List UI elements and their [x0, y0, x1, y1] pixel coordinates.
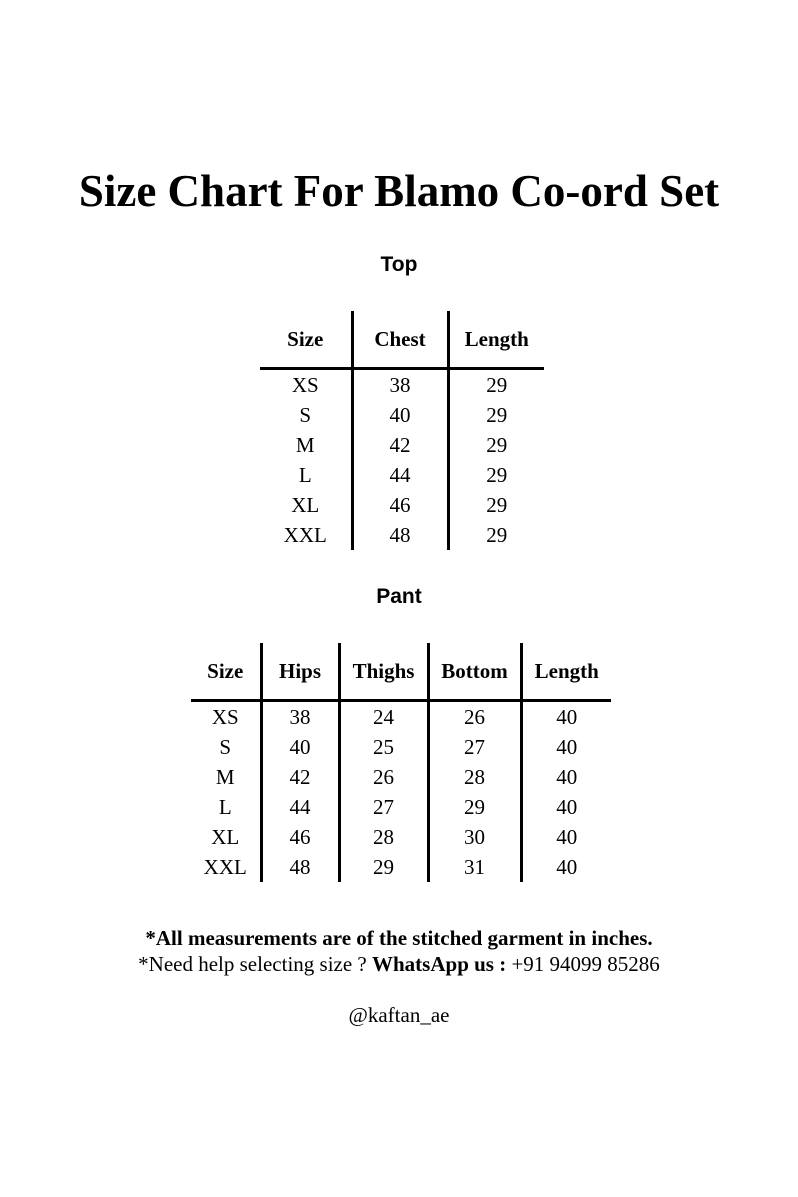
size-cell: XXL — [203, 855, 247, 879]
bottom-cell: 28 — [428, 762, 521, 792]
size-cell: M — [295, 433, 315, 457]
top-size-table — [260, 311, 544, 550]
size-cell: XL — [211, 825, 240, 849]
size-cell: L — [298, 463, 312, 487]
top-section-title: Top — [380, 253, 418, 276]
column-header-length: Length — [448, 311, 544, 369]
column-header-length: Length — [521, 643, 611, 701]
thighs-cell: 29 — [339, 852, 428, 882]
length-cell: 40 — [521, 732, 611, 762]
length-cell: 29 — [448, 460, 544, 490]
phone-number: +91 94099 85286 — [506, 952, 660, 976]
length-cell: 40 — [521, 822, 611, 852]
thighs-cell: 28 — [339, 822, 428, 852]
length-cell: 40 — [521, 701, 611, 733]
length-cell: 40 — [521, 792, 611, 822]
table-row — [260, 520, 544, 550]
table-row — [191, 762, 611, 792]
hips-cell: 38 — [261, 701, 339, 733]
size-cell: XXL — [283, 523, 327, 547]
chest-cell: 38 — [352, 369, 448, 401]
size-cell: XS — [211, 705, 239, 729]
thighs-cell: 26 — [339, 762, 428, 792]
size-cell: S — [299, 403, 312, 427]
hips-cell: 40 — [261, 732, 339, 762]
table-header-row — [260, 311, 544, 369]
hips-cell: 42 — [261, 762, 339, 792]
bottom-cell: 27 — [428, 732, 521, 762]
table-row — [260, 369, 544, 401]
size-cell: L — [218, 795, 232, 819]
column-header-hips: Hips — [261, 643, 339, 701]
social-handle: @kaftan_ae — [348, 1003, 450, 1027]
measurement-note: *All measurements are of the stitched garment in inches. — [145, 926, 653, 950]
size-cell: S — [219, 735, 232, 759]
length-cell: 40 — [521, 852, 611, 882]
size-cell: M — [215, 765, 235, 789]
table-header-row — [191, 643, 611, 701]
help-note — [0, 951, 798, 977]
column-header-size: Size — [260, 311, 352, 369]
thighs-cell: 27 — [339, 792, 428, 822]
length-cell: 40 — [521, 762, 611, 792]
column-header-thighs: Thighs — [339, 643, 428, 701]
table-row — [260, 490, 544, 520]
chest-cell: 48 — [352, 520, 448, 550]
bottom-cell: 26 — [428, 701, 521, 733]
chest-cell: 40 — [352, 400, 448, 430]
length-cell: 29 — [448, 430, 544, 460]
table-row — [191, 852, 611, 882]
bottom-cell: 30 — [428, 822, 521, 852]
column-header-chest: Chest — [352, 311, 448, 369]
table-row — [260, 460, 544, 490]
thighs-cell: 25 — [339, 732, 428, 762]
chest-cell: 44 — [352, 460, 448, 490]
column-header-bottom: Bottom — [428, 643, 521, 701]
size-cell: XS — [291, 373, 319, 397]
table-row — [191, 822, 611, 852]
help-prefix: *Need help selecting size ? — [138, 952, 372, 976]
pant-size-table — [191, 643, 611, 882]
column-header-size: Size — [191, 643, 261, 701]
chest-cell: 46 — [352, 490, 448, 520]
hips-cell: 48 — [261, 852, 339, 882]
bottom-cell: 31 — [428, 852, 521, 882]
bottom-cell: 29 — [428, 792, 521, 822]
table-row — [191, 701, 611, 733]
size-cell: XL — [291, 493, 320, 517]
chest-cell: 42 — [352, 430, 448, 460]
table-row — [260, 400, 544, 430]
table-row — [191, 792, 611, 822]
length-cell: 29 — [448, 520, 544, 550]
hips-cell: 46 — [261, 822, 339, 852]
whatsapp-label: WhatsApp us : — [372, 952, 507, 976]
length-cell: 29 — [448, 369, 544, 401]
table-row — [191, 732, 611, 762]
table-row — [260, 430, 544, 460]
hips-cell: 44 — [261, 792, 339, 822]
length-cell: 29 — [448, 400, 544, 430]
thighs-cell: 24 — [339, 701, 428, 733]
length-cell: 29 — [448, 490, 544, 520]
page-title: Size Chart For Blamo Co-ord Set — [78, 166, 720, 216]
pant-section-title: Pant — [376, 585, 422, 608]
